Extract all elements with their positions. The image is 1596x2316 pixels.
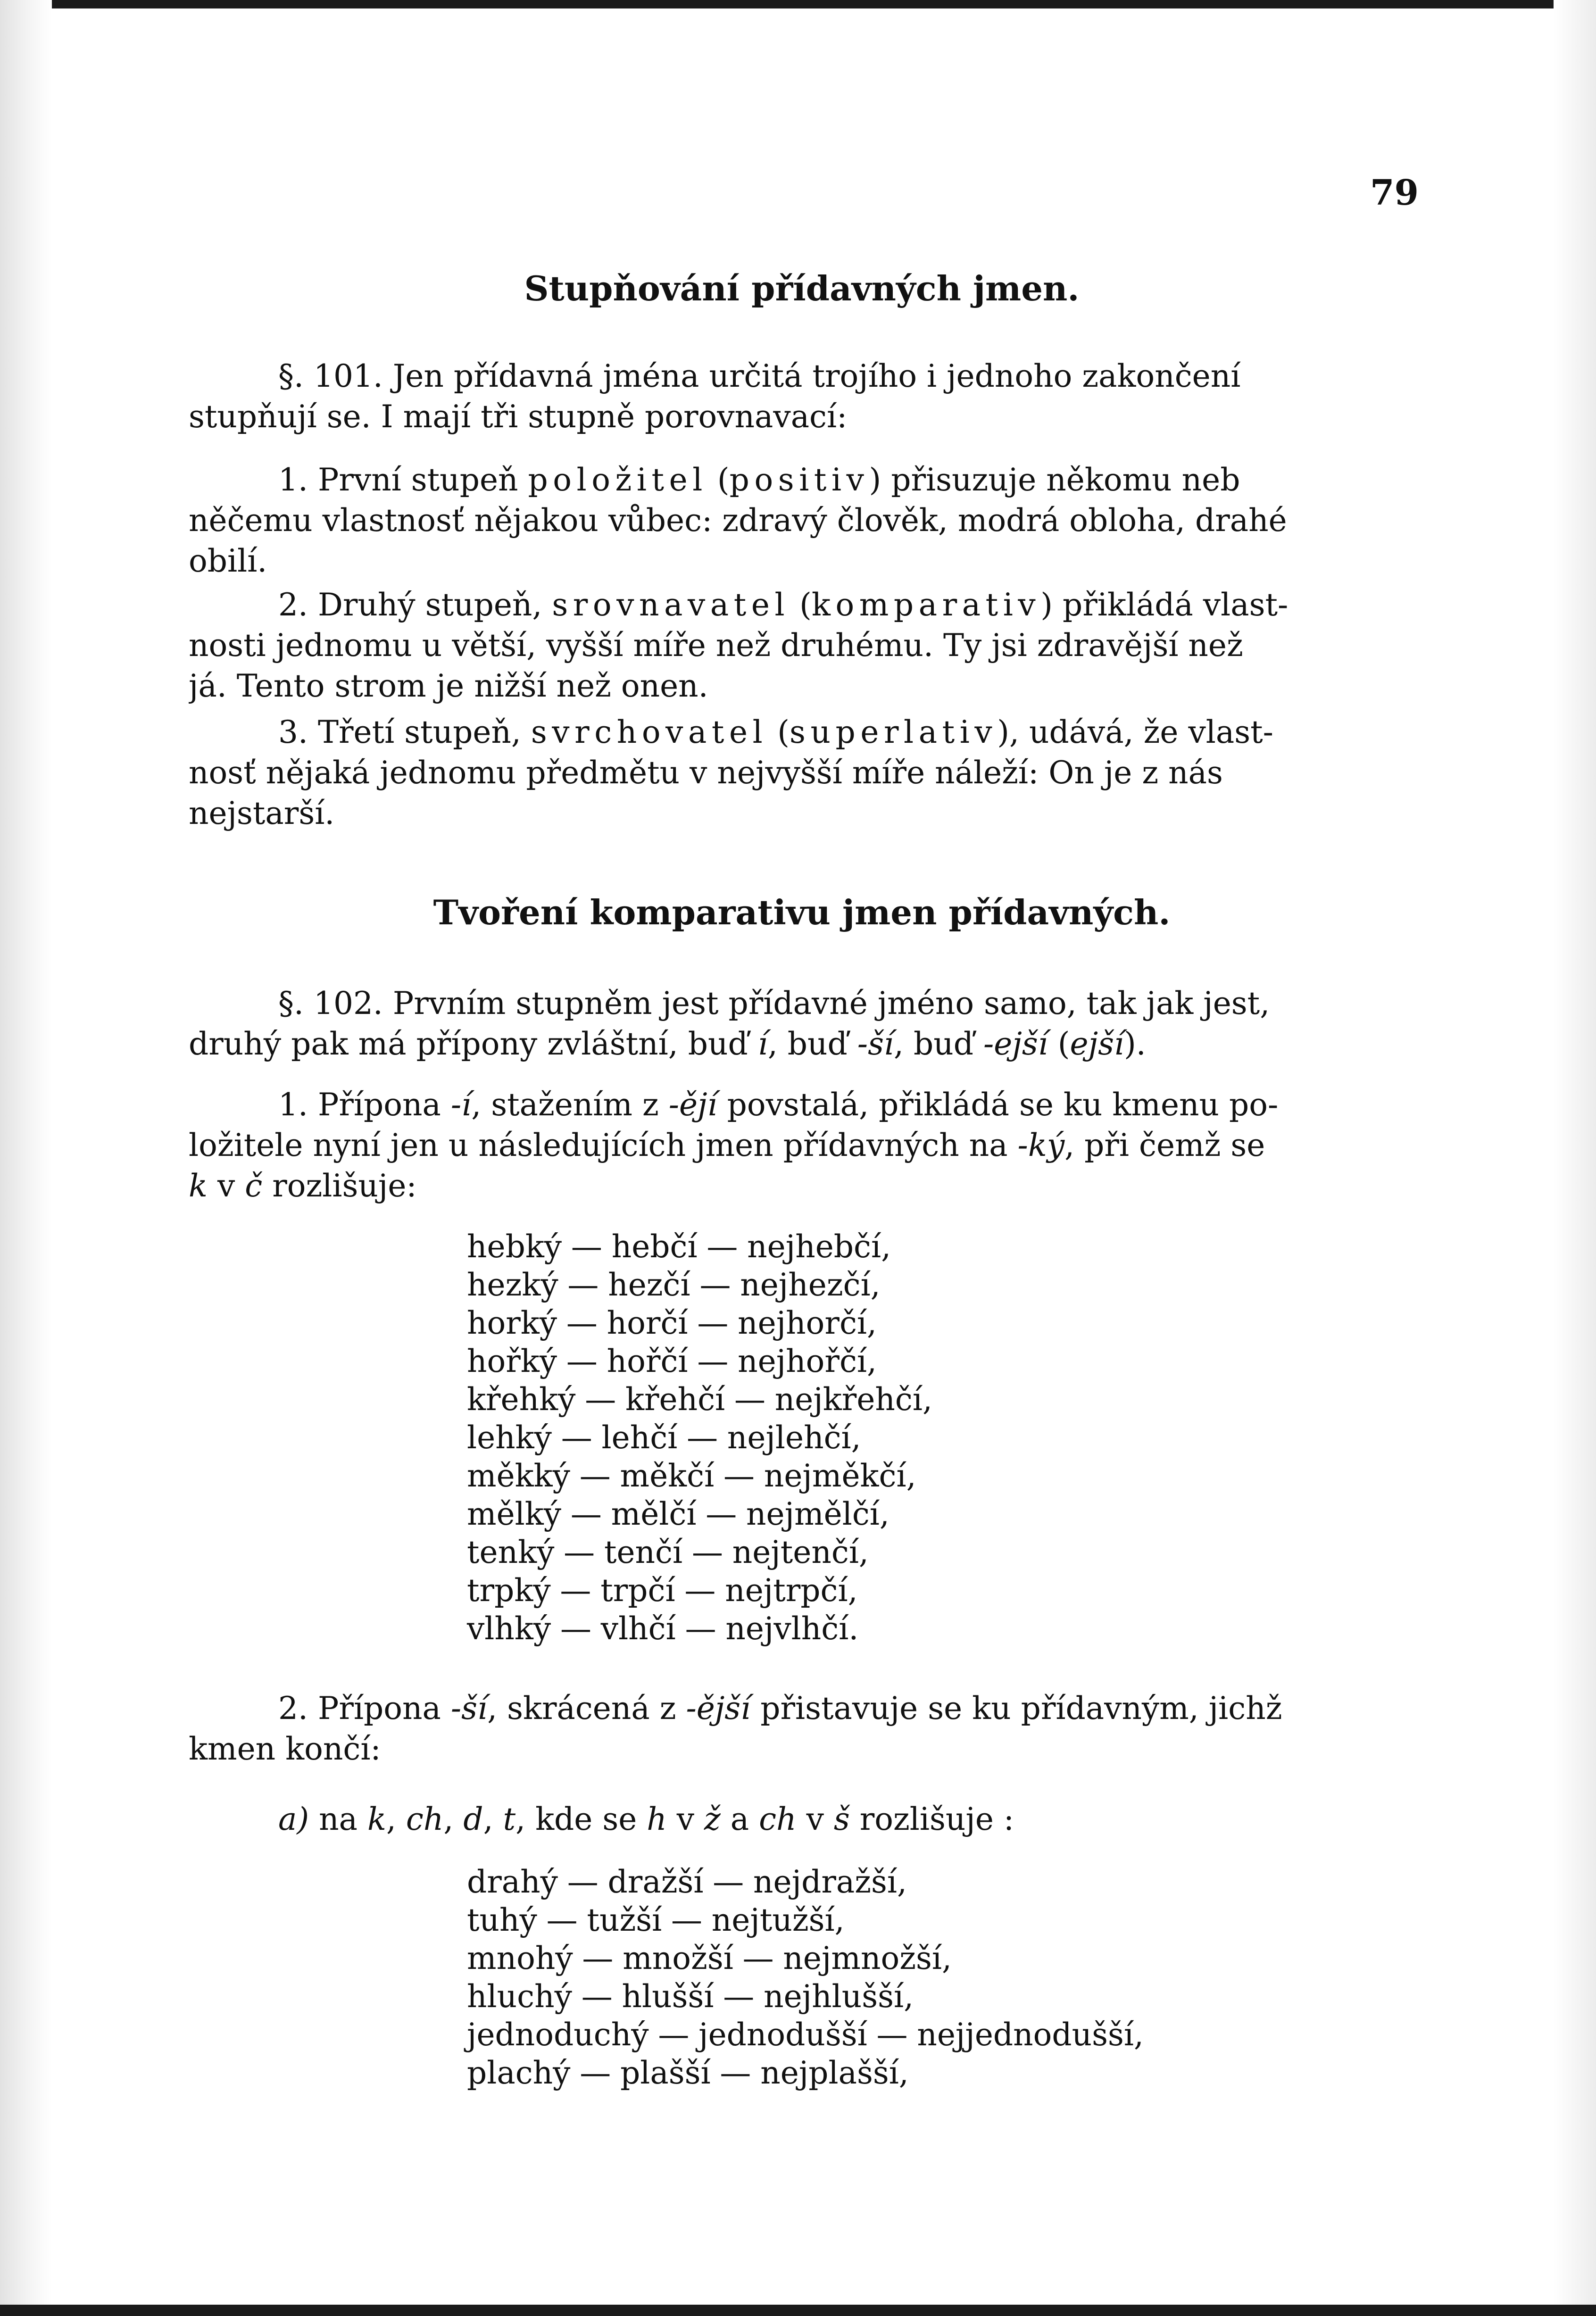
spaced-term: komparativ <box>811 587 1041 623</box>
word-positive: tenký <box>467 1534 555 1570</box>
list-item <box>467 1939 1144 1977</box>
dash: — <box>697 1305 729 1341</box>
word-comparative: množší <box>623 1940 733 1976</box>
dash: — <box>571 1229 602 1265</box>
text-run: 1. Přípona <box>278 1087 451 1123</box>
word-superlative: nejhorčí, <box>738 1305 877 1341</box>
paragraph-komparativ <box>189 585 1415 706</box>
list-item <box>467 1863 1144 1901</box>
text-run: rozlišuje : <box>849 1801 1014 1837</box>
text-run: 1. První stupeň <box>278 462 528 498</box>
word-positive: lehký <box>467 1419 552 1456</box>
text-run: , buď <box>767 1026 857 1062</box>
suffix-italic: -ší <box>857 1026 894 1062</box>
word-comparative: mělčí <box>611 1496 697 1532</box>
word-comparative: tužší <box>587 1902 662 1938</box>
comparison-list-ky <box>467 1228 932 1648</box>
word-positive: křehký <box>467 1381 576 1418</box>
paragraph-line: §. 102. Prvním stupněm jest přídavné jméno samo, tak jak jest, <box>278 985 1270 1021</box>
word-comparative: jednodušší <box>698 2017 867 2053</box>
section-title-stupnovani: Stupňování přídavných jmen. <box>524 268 1080 308</box>
text-run: , stažením z <box>471 1087 669 1123</box>
spaced-term: položitel <box>528 462 707 498</box>
list-item <box>467 1571 932 1610</box>
word-positive: hezký <box>467 1267 558 1303</box>
text-run: , při čemž se <box>1064 1127 1265 1163</box>
text-run: , <box>483 1801 503 1837</box>
text-run: 3. Třetí stupeň, <box>278 714 531 750</box>
item-label: a) <box>278 1801 309 1837</box>
text-run: , kde se <box>515 1801 647 1837</box>
word-superlative: nejtrpčí, <box>725 1572 858 1609</box>
word-comparative: měkčí <box>620 1458 715 1494</box>
paragraph-line: nejstarší. <box>189 795 335 831</box>
text-run: a <box>720 1801 759 1837</box>
list-item <box>467 2016 1144 2054</box>
word-positive: mnohý <box>467 1940 573 1976</box>
paragraph-line: nosti jednomu u větší, vyšší míře než druhému. Ty jsi zdravější než <box>189 627 1243 664</box>
paragraph-line <box>189 1166 1415 1206</box>
list-item <box>467 1977 1144 2016</box>
dash: — <box>691 1534 723 1570</box>
text-run: ložitele nyní jen u následujících jmen přídavných na <box>189 1127 1018 1163</box>
text-run: ), udává, že vlast- <box>997 714 1273 750</box>
text-run: ) přisuzuje někomu neb <box>869 462 1240 498</box>
list-item <box>467 1228 932 1266</box>
word-positive: jednoduchý <box>467 2017 649 2053</box>
suffix-italic: ejší <box>1070 1026 1124 1062</box>
paragraph-line <box>189 1688 1415 1729</box>
dash: — <box>564 1534 595 1570</box>
list-item <box>467 1533 932 1571</box>
dash: — <box>685 1610 716 1647</box>
word-comparative: dražší <box>607 1864 704 1900</box>
dash: — <box>566 1305 598 1341</box>
list-item <box>467 1380 932 1419</box>
word-superlative: nejměkčí, <box>764 1458 916 1494</box>
text-run: přistavuje se ku přídavným, jichž <box>750 1690 1282 1727</box>
word-superlative: nejplašší, <box>760 2055 909 2091</box>
suffix-italic: -ejší <box>983 1026 1048 1062</box>
dash: — <box>581 1978 613 2015</box>
word-comparative: hlušší <box>622 1978 714 2015</box>
paragraph-suffix-2a <box>189 1799 1415 1840</box>
word-comparative: vlhčí <box>600 1610 676 1647</box>
suffix-italic: -ější <box>686 1690 751 1727</box>
text-run: v <box>666 1801 705 1837</box>
paragraph-line <box>189 1125 1415 1166</box>
word-superlative: nejtužší, <box>711 1902 845 1938</box>
letter-italic: č <box>245 1168 263 1204</box>
word-superlative: nejhořčí, <box>738 1343 877 1379</box>
word-comparative: křehčí <box>625 1381 725 1418</box>
page-number: 79 <box>1370 173 1419 213</box>
word-superlative: nejjednodušší, <box>917 2017 1144 2053</box>
word-superlative: nejkřehčí, <box>774 1381 932 1418</box>
text-run: , <box>386 1801 406 1837</box>
dash: — <box>658 2017 690 2053</box>
dash: — <box>567 1267 599 1303</box>
list-item <box>467 1266 932 1304</box>
word-comparative: plašší <box>620 2055 711 2091</box>
paragraph-line: §. 101. Jen přídavná jména určitá trojího i jednoho zakončení <box>278 358 1241 394</box>
paragraph-line <box>189 1024 1415 1064</box>
spaced-term: superlativ <box>790 714 998 750</box>
letter-italic: š <box>833 1801 850 1837</box>
list-item <box>467 1342 932 1380</box>
dash: — <box>723 1458 755 1494</box>
word-superlative: nejhezčí, <box>740 1267 881 1303</box>
list-item <box>467 2054 1144 2092</box>
word-comparative: tenčí <box>604 1534 683 1570</box>
text-run: povstalá, přikládá se ku kmenu po- <box>717 1087 1279 1123</box>
text-run: rozlišuje: <box>262 1168 417 1204</box>
text-run: v <box>796 1801 834 1837</box>
list-item <box>467 1419 932 1457</box>
word-comparative: lehčí <box>601 1419 678 1456</box>
paragraph-line <box>189 1799 1415 1840</box>
dash: — <box>570 1496 602 1532</box>
list-item <box>467 1304 932 1342</box>
suffix-italic: -ějí <box>668 1087 717 1123</box>
word-positive: hebký <box>467 1229 562 1265</box>
dash: — <box>585 1381 616 1418</box>
dash: — <box>560 1572 591 1609</box>
text-run: ). <box>1124 1026 1146 1062</box>
paragraph-line: já. Tento strom je nižší než onen. <box>189 668 708 704</box>
dash: — <box>742 1940 774 1976</box>
word-positive: drahý <box>467 1864 558 1900</box>
dash: — <box>546 1902 578 1938</box>
dash: — <box>723 1978 755 2015</box>
paragraph-line: stupňují se. I mají tři stupně porovnavací: <box>189 398 848 435</box>
suffix-italic: -ší <box>450 1690 488 1727</box>
text-run: v <box>208 1168 245 1204</box>
text-run: 2. Přípona <box>278 1690 451 1727</box>
dash: — <box>580 2055 611 2091</box>
word-positive: vlhký <box>467 1610 551 1647</box>
section-title-tvoreni: Tvoření komparativu jmen přídavných. <box>433 892 1171 932</box>
dash: — <box>561 1419 592 1456</box>
word-superlative: nejdražší, <box>753 1864 907 1900</box>
text-run: ( <box>790 587 812 623</box>
word-comparative: trpčí <box>600 1572 675 1609</box>
text-run: na <box>309 1801 367 1837</box>
dash: — <box>671 1902 702 1938</box>
word-positive: horký <box>467 1305 557 1341</box>
dash: — <box>707 1229 738 1265</box>
paragraph-line <box>189 712 1415 753</box>
word-comparative: hořčí <box>607 1343 688 1379</box>
dash: — <box>684 1572 716 1609</box>
paragraph-101 <box>189 356 1415 437</box>
letter-italic: h <box>647 1801 667 1837</box>
scan-right-edge <box>1554 0 1596 2316</box>
dash: — <box>706 1496 737 1532</box>
word-superlative: nejhlušší, <box>764 1978 914 2015</box>
letter-italic: ch <box>759 1801 797 1837</box>
text-run: ( <box>767 714 790 750</box>
suffix-italic: í <box>757 1026 768 1062</box>
text-run: ) přikládá vlast- <box>1040 587 1288 623</box>
paragraph-superlativ <box>189 712 1415 834</box>
word-superlative: nejlehčí, <box>727 1419 861 1456</box>
text-run: , <box>443 1801 464 1837</box>
word-positive: tuhý <box>467 1902 537 1938</box>
paragraph-line: kmen končí: <box>189 1731 381 1767</box>
text-run: , buď <box>894 1026 983 1062</box>
scan-top-edge <box>0 0 1596 8</box>
word-positive: plachý <box>467 2055 571 2091</box>
paragraph-line: obilí. <box>189 543 267 579</box>
comparison-list-h-ch <box>467 1863 1144 2092</box>
letter-italic: ž <box>704 1801 721 1837</box>
dash: — <box>582 1940 614 1976</box>
list-item <box>467 1495 932 1533</box>
letter-italic: k <box>367 1801 386 1837</box>
text-run: , skrácená z <box>487 1690 686 1727</box>
dash: — <box>567 1864 598 1900</box>
word-comparative: horčí <box>607 1305 688 1341</box>
spaced-term: positiv <box>729 462 869 498</box>
dash: — <box>697 1343 729 1379</box>
scan-bottom-edge <box>0 2305 1596 2316</box>
paragraph-suffix-2 <box>189 1688 1415 1769</box>
paragraph-102 <box>189 983 1415 1064</box>
dash: — <box>734 1381 765 1418</box>
text-run: druhý pak má přípony zvláštní, buď <box>189 1026 758 1062</box>
dash: — <box>699 1267 731 1303</box>
dash: — <box>579 1458 611 1494</box>
dash: — <box>876 2017 908 2053</box>
dash: — <box>566 1343 598 1379</box>
word-positive: měkký <box>467 1458 570 1494</box>
spaced-term: svrchovatel <box>531 714 768 750</box>
letter-italic: ch <box>406 1801 444 1837</box>
dash: — <box>560 1610 591 1647</box>
word-positive: mělký <box>467 1496 562 1532</box>
word-comparative: hebčí <box>611 1229 698 1265</box>
word-positive: hluchý <box>467 1978 572 2015</box>
text-run: ( <box>1047 1026 1070 1062</box>
word-superlative: nejmělčí, <box>746 1496 889 1532</box>
word-positive: trpký <box>467 1572 551 1609</box>
letter-italic: k <box>189 1168 208 1204</box>
word-positive: hořký <box>467 1343 557 1379</box>
suffix-italic: -ký <box>1017 1127 1065 1163</box>
letter-italic: t <box>503 1801 516 1837</box>
paragraph-line <box>189 1085 1415 1125</box>
suffix-italic: -í <box>450 1087 472 1123</box>
list-item <box>467 1610 932 1648</box>
word-superlative: nejtenčí, <box>732 1534 869 1570</box>
text-run: 2. Druhý stupeň, <box>278 587 552 623</box>
paragraph-suffix-1 <box>189 1085 1415 1206</box>
word-comparative: hezčí <box>608 1267 690 1303</box>
dash: — <box>713 1864 744 1900</box>
paragraph-line: něčemu vlastnosť nějakou vůbec: zdravý člověk, modrá obloha, drahé <box>189 502 1287 539</box>
word-superlative: nejmnožší, <box>783 1940 952 1976</box>
list-item <box>467 1901 1144 1939</box>
scan-left-edge <box>0 0 52 2316</box>
list-item <box>467 1457 932 1495</box>
paragraph-line <box>189 460 1415 500</box>
spaced-term: srovnavatel <box>552 587 790 623</box>
letter-italic: d <box>463 1801 483 1837</box>
paragraph-line <box>189 585 1415 625</box>
word-superlative: nejvlhčí. <box>725 1610 859 1647</box>
dash: — <box>687 1419 718 1456</box>
dash: — <box>720 2055 751 2091</box>
paragraph-line: nosť nějaká jednomu předmětu v nejvyšší míře náleží: On je z nás <box>189 755 1223 791</box>
paragraph-positiv <box>189 460 1415 581</box>
word-superlative: nejhebčí, <box>747 1229 891 1265</box>
text-run: ( <box>707 462 730 498</box>
